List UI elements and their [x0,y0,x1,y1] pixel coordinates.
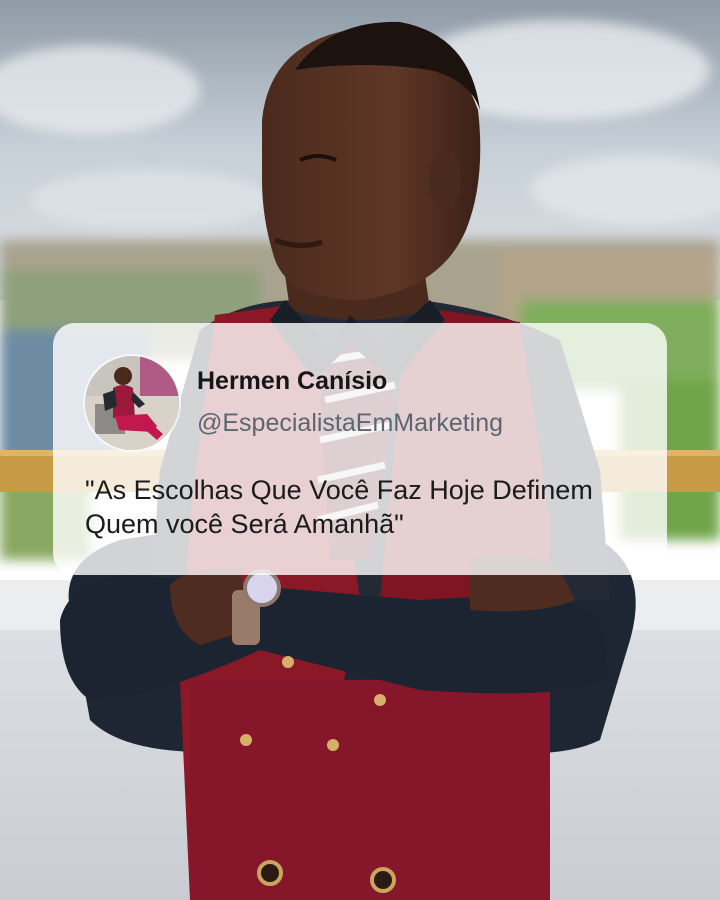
profile-photo-icon [85,356,179,450]
quote-text: "As Escolhas Que Você Faz Hoje Definem Quem você Será Amanhã" [85,475,593,539]
quote-card [53,323,667,575]
avatar[interactable] [85,356,179,450]
author-name[interactable]: Hermen Canísio [197,367,388,395]
author-handle[interactable]: @EspecialistaEmMarketing [197,409,504,437]
